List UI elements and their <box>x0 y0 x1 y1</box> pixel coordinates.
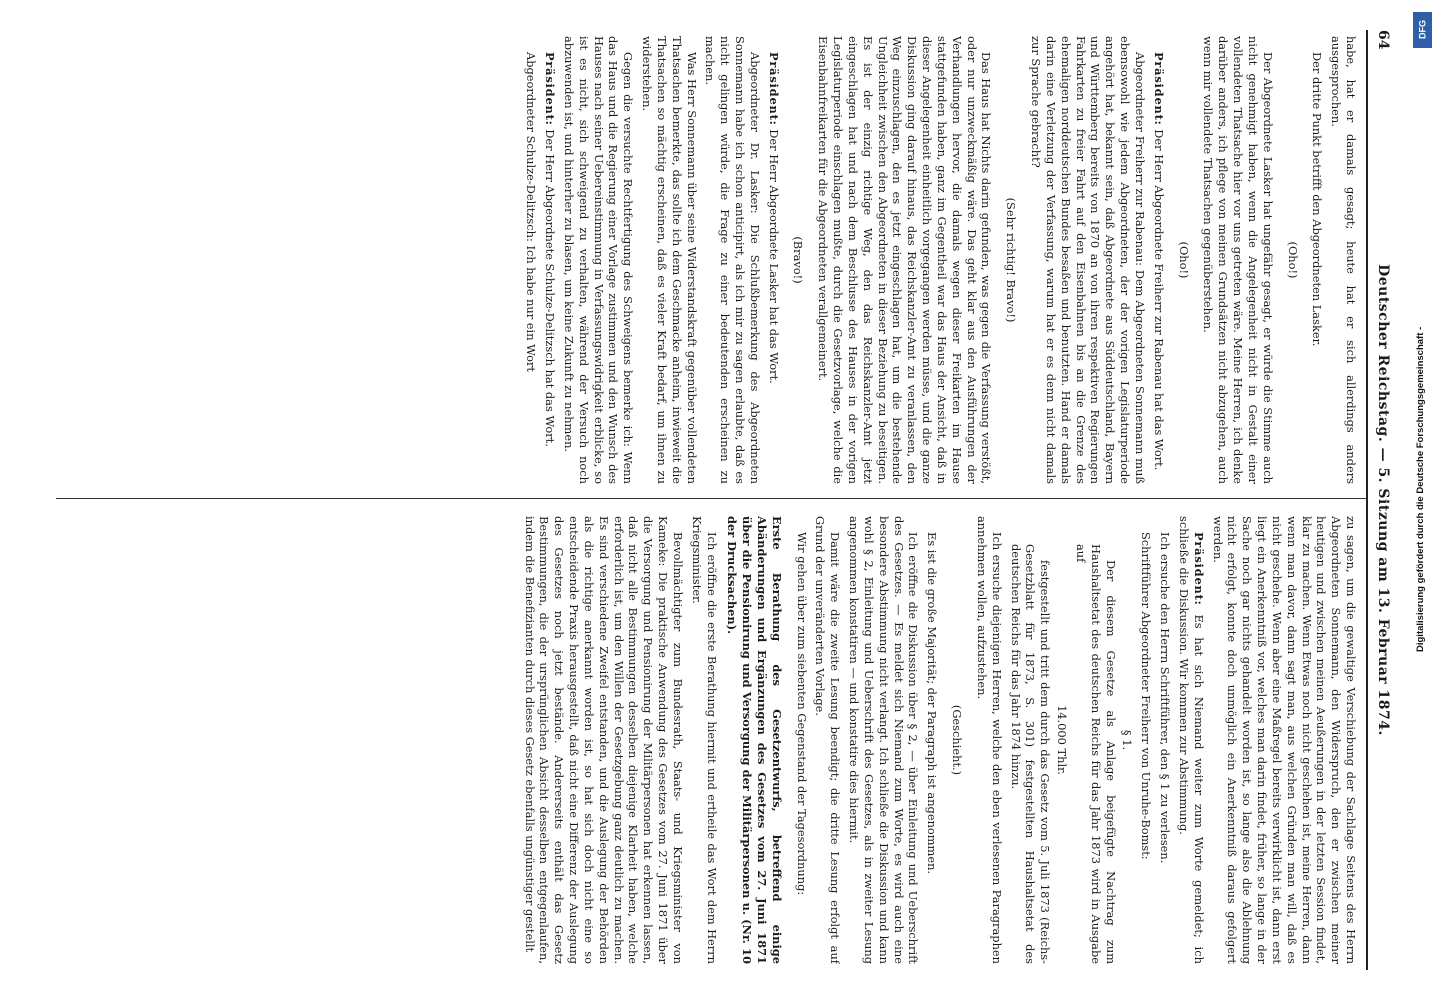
speech-text: Der Herr Abgeordnete Lasker hat das Wort. <box>766 125 781 384</box>
interjection: (Oho!) <box>1285 241 1300 279</box>
digitization-notice: Digitalisierung gefördert durch die Deutsche Forschungsgemeinschaft - <box>1415 326 1426 652</box>
interjection: (Geschieht.) <box>950 704 965 776</box>
dfg-logo: DFG <box>1413 12 1432 48</box>
header-rule <box>1366 30 1368 970</box>
paragraph: Ich ersuche diejenigen Herren, welche den eben verlesenen Paragraphen annehmen wollen, aufzustehen. <box>974 516 1004 964</box>
centered-line: § 1. <box>1120 729 1135 751</box>
paragraph <box>542 36 557 484</box>
bill-text: festgestellt und tritt dem durch das Gesetz vom 5. Juli 1873 (Reichs-Gesetzblatt für 1873, S. 301) festgestellten Haushaltsetat des deutschen Reichs für das Jahr 1874 hinzu. <box>1008 544 1053 964</box>
paragraph <box>1151 36 1166 484</box>
centered-line: 14.000 Thlr. <box>1055 705 1070 775</box>
column-divider <box>56 498 1366 499</box>
agenda-heading: Erste Berathung des Gesetzentwurfs, betreffend einige Abänderungen und Ergänzungen des Gesetzes vom 27. Juni 1871 über die Pensionirung und Versorgung der Militärpersonen u. (Nr. 10 der Drucksachen). <box>725 516 784 964</box>
paragraph: Bevollmächtigter zum Bundesrath, Staats- und Kriegsminister von Kameke: Die praktische Anwendung des Gesetzes vom 27. Juni 1871 über die Versorgung und Pensionirung der Militärpersonen hat erkennen lassen, daß nicht alle Bestimmungen desselben diejenige Klarheit haben, welche erforderlich ist, um den Willen der Gesetzgebung ganz deutlich zu machen. Es sind verschiedene Zweifel entstanden, und die Auslegung der Behörden als die richtige anerkannt worden ist, so hat sich doch nicht eine so entscheidende Praxis herausgestellt, daß nicht eine Differenz der Auslegung des Gesetzes noch jetzt bestände. Andererseits enthält das Gesetz Bestimmungen, die der ursprünglichen Absicht desselben entgegenlaufen, indem die Benefizianten durch dieses Gesetz ebenfalls ungünstiger gestellt <box>522 516 685 964</box>
paragraph: Gegen die versuchte Rechtfertigung des Schweigens bemerke ich: Wenn das Haus und die Regierung einer Vorlage zustimmen und den Wunsch des Hauses nach seiner Uebereinstimmung in Verfassungswidrigkeit erblicke, so ist es nicht, sich schweigend zu verhalten, während der Versuch noch abzuwenden ist, und hinterher zu blasen, um keine Zukunft zu nehmen. <box>561 36 636 484</box>
speech-text: Der Herr Abgeordnete Freiherr zur Rabenau hat das Wort. <box>1151 125 1166 471</box>
left-column <box>58 36 1358 484</box>
paragraph: Ich ersuche den Herrn Schriftführer, den § 1 zu verlesen. <box>1158 532 1173 864</box>
paragraph: Abgeordneter Schulze-Delitzsch: Ich habe nur ein Wort <box>524 52 539 372</box>
speaker-label: Präsident: <box>1191 532 1206 606</box>
paragraph: Es ist die große Majorität; der Paragraph ist angenommen. <box>925 532 940 875</box>
paragraph: Ich eröffne die Diskussion über § 2, — über Einleitung und Ueberschrift des Gesetzes. — Es meldet sich Niemand zum Worte, es wird auch eine besondere Abstimmung nicht verlangt. Ich schließe die Diskussion und kann wohl § 2, Einleitung und Ueberschrift des Gesetzes, als in zweiter Lesung angenommen konstatiren — und konstatire dies hiermit. <box>847 516 921 964</box>
paragraph: Der dritte Punkt betrifft den Abgeordneten Lasker. <box>1310 52 1325 347</box>
speaker-label: Präsident: <box>766 52 781 126</box>
paragraph: Der Abgeordnete Lasker hat ungefähr gesagt, er würde die Stimme auch nicht genehmigt haben, wenn die Angelegenheit nicht in Gestalt einer vollendeten Thatsache hier vor uns getreten wäre. Meine Herren, ich denke darüber anders, ich pflege von meinen Grundsätzen nicht abzugehen, auch wenn mir vollendete Thatsachen gegenüberstehen. <box>1201 36 1275 484</box>
paragraph <box>1176 516 1206 964</box>
interjection: (Sehr richtig! Bravo!) <box>1004 197 1019 323</box>
paragraph: Damit wäre die zweite Lesung beendigt; die dritte Lesung erfolgt auf Grund der unveränderten Vorlage. <box>813 516 843 964</box>
paragraph: Was Herr Sonnemann über seine Widerstandskraft gegenüber vollendeten Thatsachen bemerkte, das sollte ich dem Geschmacke anheim, inwieweit die Thatsachen so mächtig erscheinen, daß es vieler Kraft bedarf, um ihnen zu widerstehen. <box>640 36 699 484</box>
paragraph: habe, hat er damals gesagt; heute hat er sich allerdings anders ausgesprochen. <box>1329 36 1358 484</box>
paragraph: zu sagen, um die gewaltige Verschiebung der Sachlage Seitens des Herrn Abgeordneten Sonnemann, den Widerspruch, den er zwischen meiner heutigen und zwischen meinen Aeußerungen in der letzten Session findet, klar zu machen. Wenn Etwas noch nicht geschehen ist, meine Herren, dann wenn man davor, dann sagt man, aus welchen Gründen man will, daß es nicht geschehe. Wenn aber eine Maßregel bereits verwirklicht ist, dann erst liegt ein Anerkenntniß vor, welches man darin findet, früher, so lange in der Sache noch gar nichts gehandelt worden ist, so lange also die Ablehnung nicht erfolgt, konnte doch unmöglich ein Anerkenntniß daraus gefolgert werden. <box>1210 516 1358 964</box>
digitization-strip <box>1413 0 1432 1000</box>
speech-text: Es hat sich Niemand weiter zum Worte gemeldet; ich schließe die Diskussion. Wir kommen zur Abstimmung. <box>1176 516 1206 964</box>
right-column <box>58 516 1358 964</box>
running-header <box>1370 30 1400 970</box>
page-body <box>50 30 1400 970</box>
paragraph: Ich eröffne die erste Berathung hiermit und ertheile das Wort dem Herrn Kriegsminister. <box>689 516 719 964</box>
paragraph: Das Haus hat Nichts darin gefunden, was gegen die Verfassung verstößt, oder nur unzweckmäßig wäre. Das geht klar aus den Ausführungen der Verhandlungen hervor, die damals wegen dieser Freikarten im Hause stattgefunden haben, ganz im Gegentheil war das Haus der Ansicht, daß in dieser Angelegenheit einheitlich vorgegangen werden müsse, und die ganze Diskussion ging darauf hinaus, das Reichskanzler-Amt zu veranlassen, den Weg einzuschlagen, den es jetzt eingeschlagen hat, um die bestehende Ungleichheit zwischen den Abgeordneten in dieser Beziehung zu beseitigen. Es ist der einzig richtige Weg, den das Reichskanzler-Amt jetzt eingeschlagen hat und nach dem Beschlusse des Hauses in der vorigen Legislaturperiode einschlagen mußte, durch die Gesetzvorlage, welche die Eisenbahnfreikarten für die Abgeordneten verallgemeinert. <box>816 36 994 484</box>
paragraph: Abgeordneter Freiherr zur Rabenau: Dem Abgeordneten Sonnemann muß ebensowohl wie jedem Abgeordneten, der der vorigen Legislaturperiode angehört hat, bekannt sein, daß Abgeordnete aus Süddeutschland, Bayern und Württemberg bereits von 1870 an von ihren respektiven Regierungen Fahrkarten zu freier Fahrt auf den Eisenbahnen bis an die Grenze des ehemaligen norddeutschen Bundes besaßen und benutzten. Hand er damals darin eine Verletzung der Verfassung, warum hat er es denn nicht damals zur Sprache gebracht? <box>1029 36 1147 484</box>
bill-text: Der diesem Gesetze als Anlage beigefügte Nachtrag zum Haushaltsetat des deutschen Reichs für das Jahr 1873 wird in Ausgabe auf <box>1073 544 1118 964</box>
paragraph: Wir gehen über zum siebenten Gegenstand der Tagesordnung: <box>794 532 809 896</box>
interjection: (Bravo!) <box>791 236 806 284</box>
speaker-label: Präsident: <box>543 52 558 126</box>
speech-text: Der Herr Abgeordnete Schulze-Delitzsch hat das Wort. <box>543 125 558 447</box>
paragraph: Abgeordneter Dr. Lasker: Die Schlußbemerkung des Abgeordneten Sonnemann habe ich schon anticipirt, als ich mir zu sagen erlaubte, daß es nicht gelingen würde, die Frage zu einer bedeutenden erscheinen zu machen. <box>703 36 762 484</box>
paragraph <box>766 36 781 484</box>
page-number: 64 <box>1375 30 1391 50</box>
speaker-label: Präsident: <box>1151 52 1166 126</box>
page-title: Deutscher Reichstag. — 5. Sitzung am 13. Februar 1874. <box>1375 264 1391 736</box>
paragraph: Schriftführer Abgeordneter Freiherr von Unruhe-Bomst: <box>1139 532 1154 860</box>
interjection: (Oho!) <box>1176 241 1191 279</box>
